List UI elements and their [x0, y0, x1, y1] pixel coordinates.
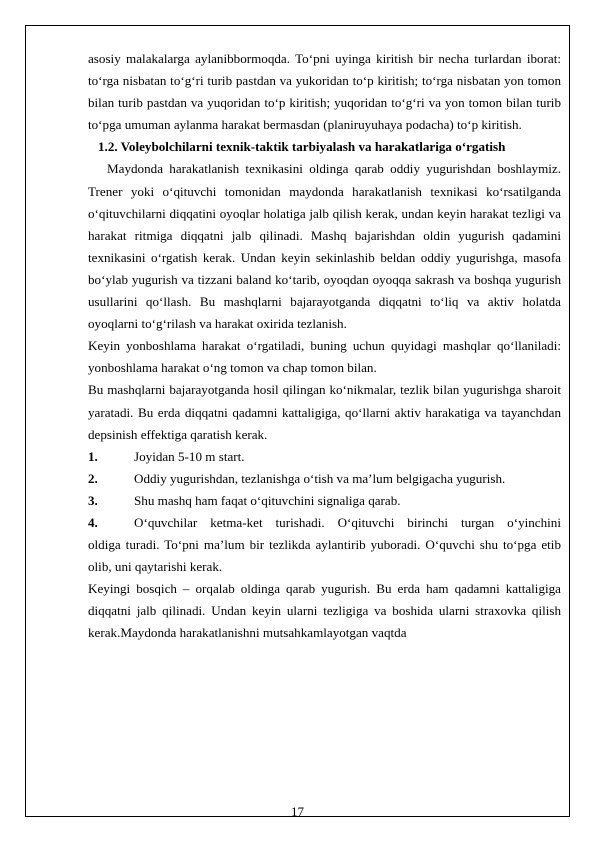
paragraph-4: Bu mashqlarni bajarayotganda hosil qilingan ko‘nikmalar, tezlik bilan yugurishga sharoit yaratadi. Bu erda diqqatni qadamni kattaligiga, qo‘llarni aktiv harakatiga va tayanchdan depsinish effektiga qaratish kerak. — [88, 382, 561, 442]
paragraph-5: Keyingi bosqich – orqalab oldinga qarab yugurish. Bu erda ham qadamni kattaligiga diqqatni jalb qilinadi. Undan keyin ularni tezligiga va boshida ularni straxovka qilish kerak.Maydonda harakatlanishni mutsahkamlayotgan vaqtda — [88, 581, 561, 641]
page-number: 17 — [291, 804, 304, 819]
list-text: Joyidan 5-10 m start. — [134, 448, 245, 464]
paragraph-2: Maydonda harakatlanish texnikasini oldinga qarab oddiy yugurishdan boshlaymiz. Trener yoki o‘qituvchi tomonidan maydonda harakatlanish texnikasi ko‘rsatilganda o‘qituvchilarni diqqatini oyoqlar holatiga jalb qilish kerak, undan keyin harakat tezligi va harakat ritmiga diqqatni jalb qilinadi. Mashq bajarishdan oldin yugurish qadamini texnikasini o‘rgatish kerak. Undan keyin sekinlashib beldan oddiy yugurishga, masofa bo‘ylab yugurish va tizzani baland ko‘tarib, oyoqdan oyoqqa sakrash va boshqa yugurish usullarini qo‘llash. Bu mashqlarni bajarayotganda diqqatni to‘liq va aktiv holatda oyoqlarni to‘g‘rilash va harakat oxirida tezlanish. — [88, 161, 561, 332]
list-item-2 — [88, 468, 561, 490]
paragraph-1: asosiy malakalarga aylanibbormoqda. To‘pni uyinga kiritish bir necha turlardan iborat: to‘rga nisbatan to‘g‘ri turib pastdan va yukoridan to‘p kiritish; to‘rga nisbatan yon tomon bilan turib pastdan va yuqoridan to‘p kiritish; yuqoridan to‘g‘ri va yon tomon bilan turib to‘pga umuman aylanma harakat bermasdan (planiruyuhaya podacha) to‘p kiritish. — [88, 51, 561, 133]
list-item-4 — [88, 512, 561, 534]
page-frame — [25, 25, 570, 817]
list-number: 4. — [88, 514, 98, 530]
list-item-4-continuation: oldiga turadi. To‘pni ma’lum bir tezlikda aylantirib yuboradi. O‘quvchi shu to‘pga etib olib, uni qaytarishi kerak. — [88, 537, 561, 575]
paragraph-3: Keyin yonboshlama harakat o‘rgatiladi, buning uchun quyidagi mashqlar qo‘llaniladi: yonboshlama harakat o‘ng tomon va chap tomon bilan. — [88, 338, 561, 376]
list-item-3 — [88, 490, 561, 512]
section-heading: 1.2. Voleybolchilarni texnik-taktik tarbiyalash va harakatlariga o‘rgatish — [98, 139, 506, 155]
list-text: Oddiy yugurishdan, tezlanishga o‘tish va ma’lum belgigacha yugurish. — [134, 470, 506, 486]
document-body — [88, 48, 561, 645]
list-number: 2. — [88, 470, 98, 486]
list-text: Shu mashq ham faqat o‘qituvchini signaliga qarab. — [134, 492, 401, 508]
list-number: 1. — [88, 448, 98, 464]
list-number: 3. — [88, 492, 98, 508]
list-item-1 — [88, 446, 561, 468]
list-text: O‘quvchilar ketma-ket turishadi. O‘qituvchi birinchi turgan o‘yinchini — [134, 514, 561, 530]
